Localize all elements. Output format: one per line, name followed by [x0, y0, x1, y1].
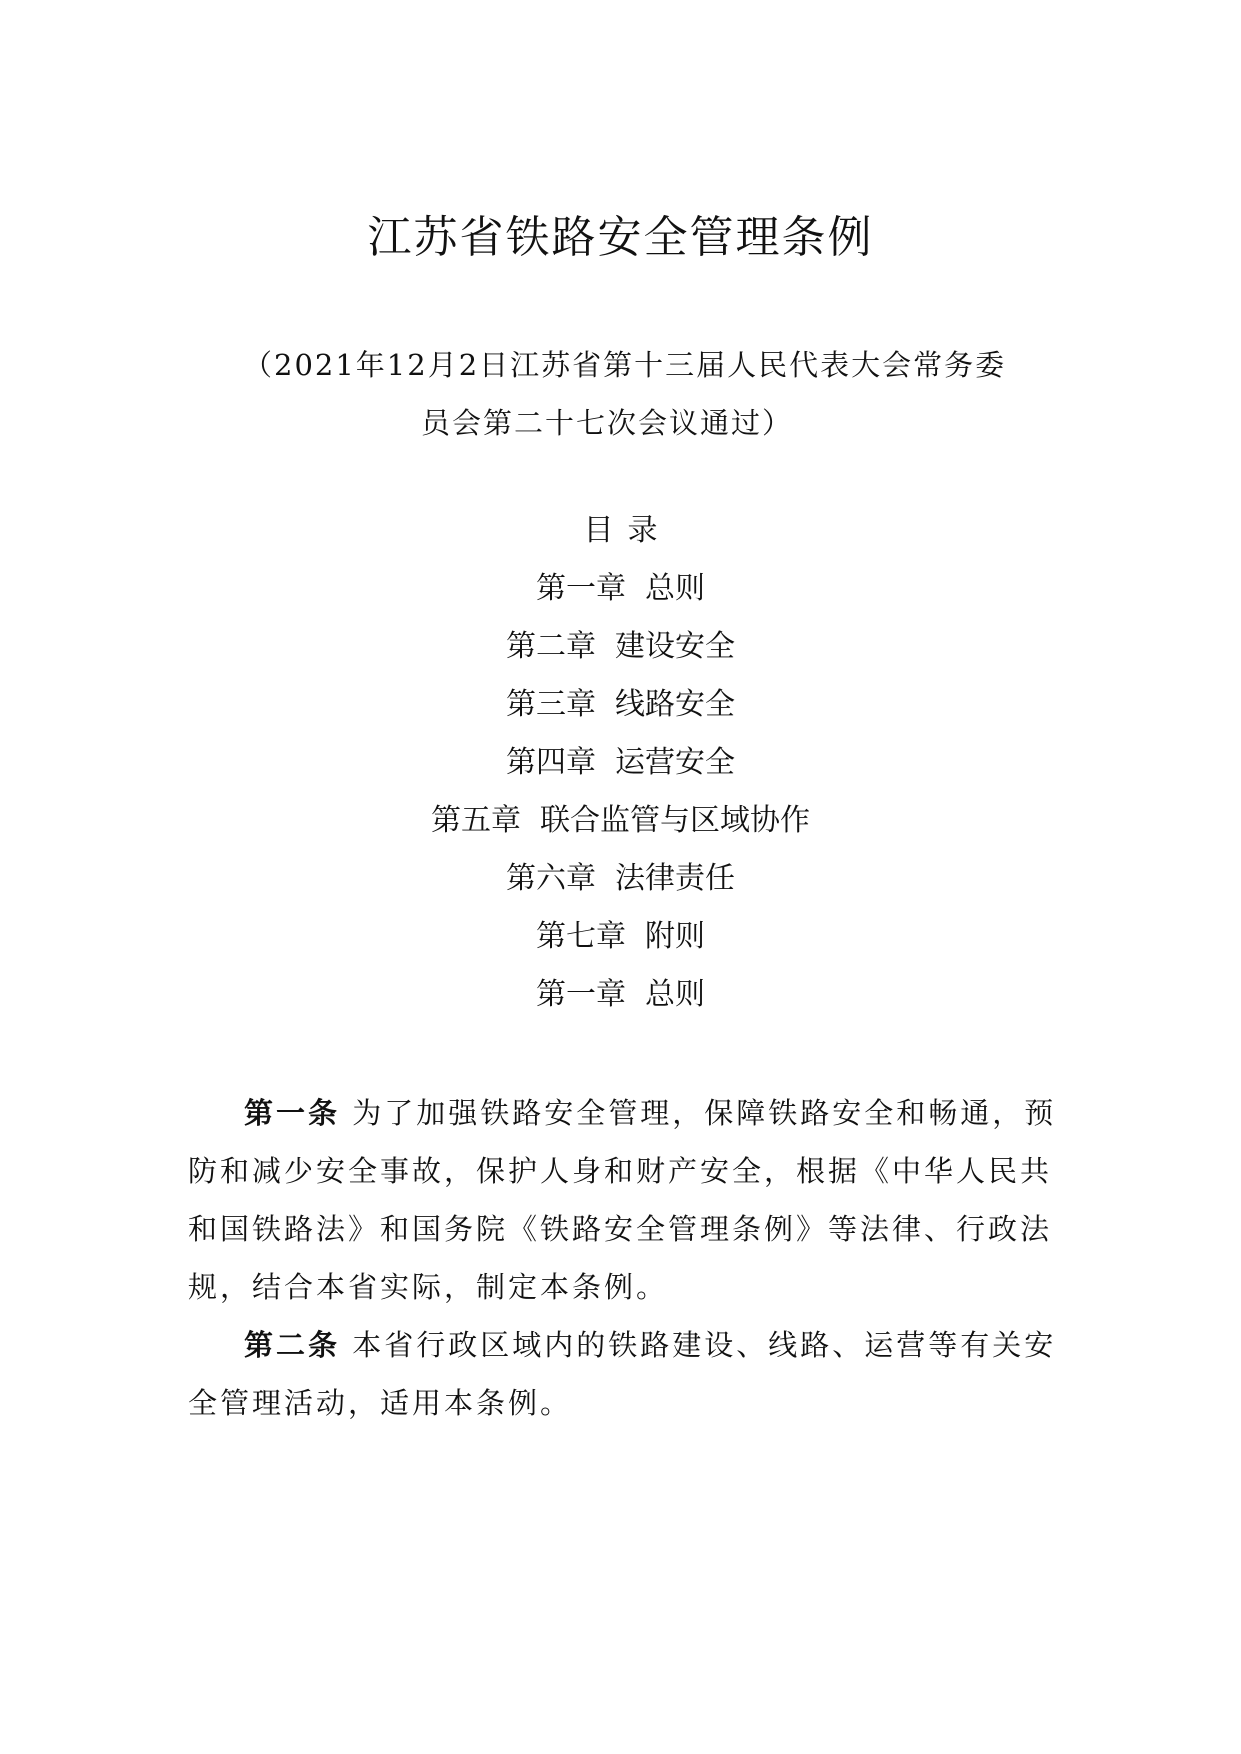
toc-item-chapter-7: 第七章 附则: [535, 919, 706, 954]
toc-item-chapter-1: 第一章 总则: [535, 571, 706, 606]
toc-item-chapter-4: 第四章 运营安全: [505, 745, 736, 780]
toc-heading: 目录: [583, 513, 672, 548]
document-title: 江苏省铁路安全管理条例: [367, 212, 874, 263]
toc-item-chapter-6: 第六章 法律责任: [505, 861, 736, 896]
toc-item-chapter-2: 第二章 建设安全: [505, 629, 736, 664]
article-2: [188, 1316, 1068, 1432]
toc-item-chapter-3: 第三章 线路安全: [505, 687, 736, 722]
document-body: [188, 1084, 1068, 1432]
chapter-heading: 第一章 总则: [535, 977, 706, 1012]
article-2-label: 第二条: [244, 1328, 341, 1362]
toc-item-chapter-5: 第五章 联合监管与区域协作: [430, 803, 811, 838]
adoption-note: [243, 336, 1063, 452]
adoption-note-line-2: 员会第二十七次会议通过）: [421, 406, 794, 440]
article-1-label: 第一条: [244, 1096, 341, 1130]
table-of-contents: [0, 502, 1241, 1024]
article-1: [188, 1084, 1068, 1316]
adoption-note-line-1: （2021年12月2日江苏省第十三届人民代表大会常务委: [243, 348, 1007, 382]
article-1-text: 为了加强铁路安全管理，保障铁路安全和畅通，预防和减少安全事故，保护人身和财产安全，根据《中华人民共和国铁路法》和国务院《铁路安全管理条例》等法律、行政法规，结合本省实际，制定本条例。: [188, 1096, 1057, 1304]
article-2-text: 本省行政区域内的铁路建设、线路、运营等有关安全管理活动，适用本条例。: [188, 1328, 1057, 1420]
